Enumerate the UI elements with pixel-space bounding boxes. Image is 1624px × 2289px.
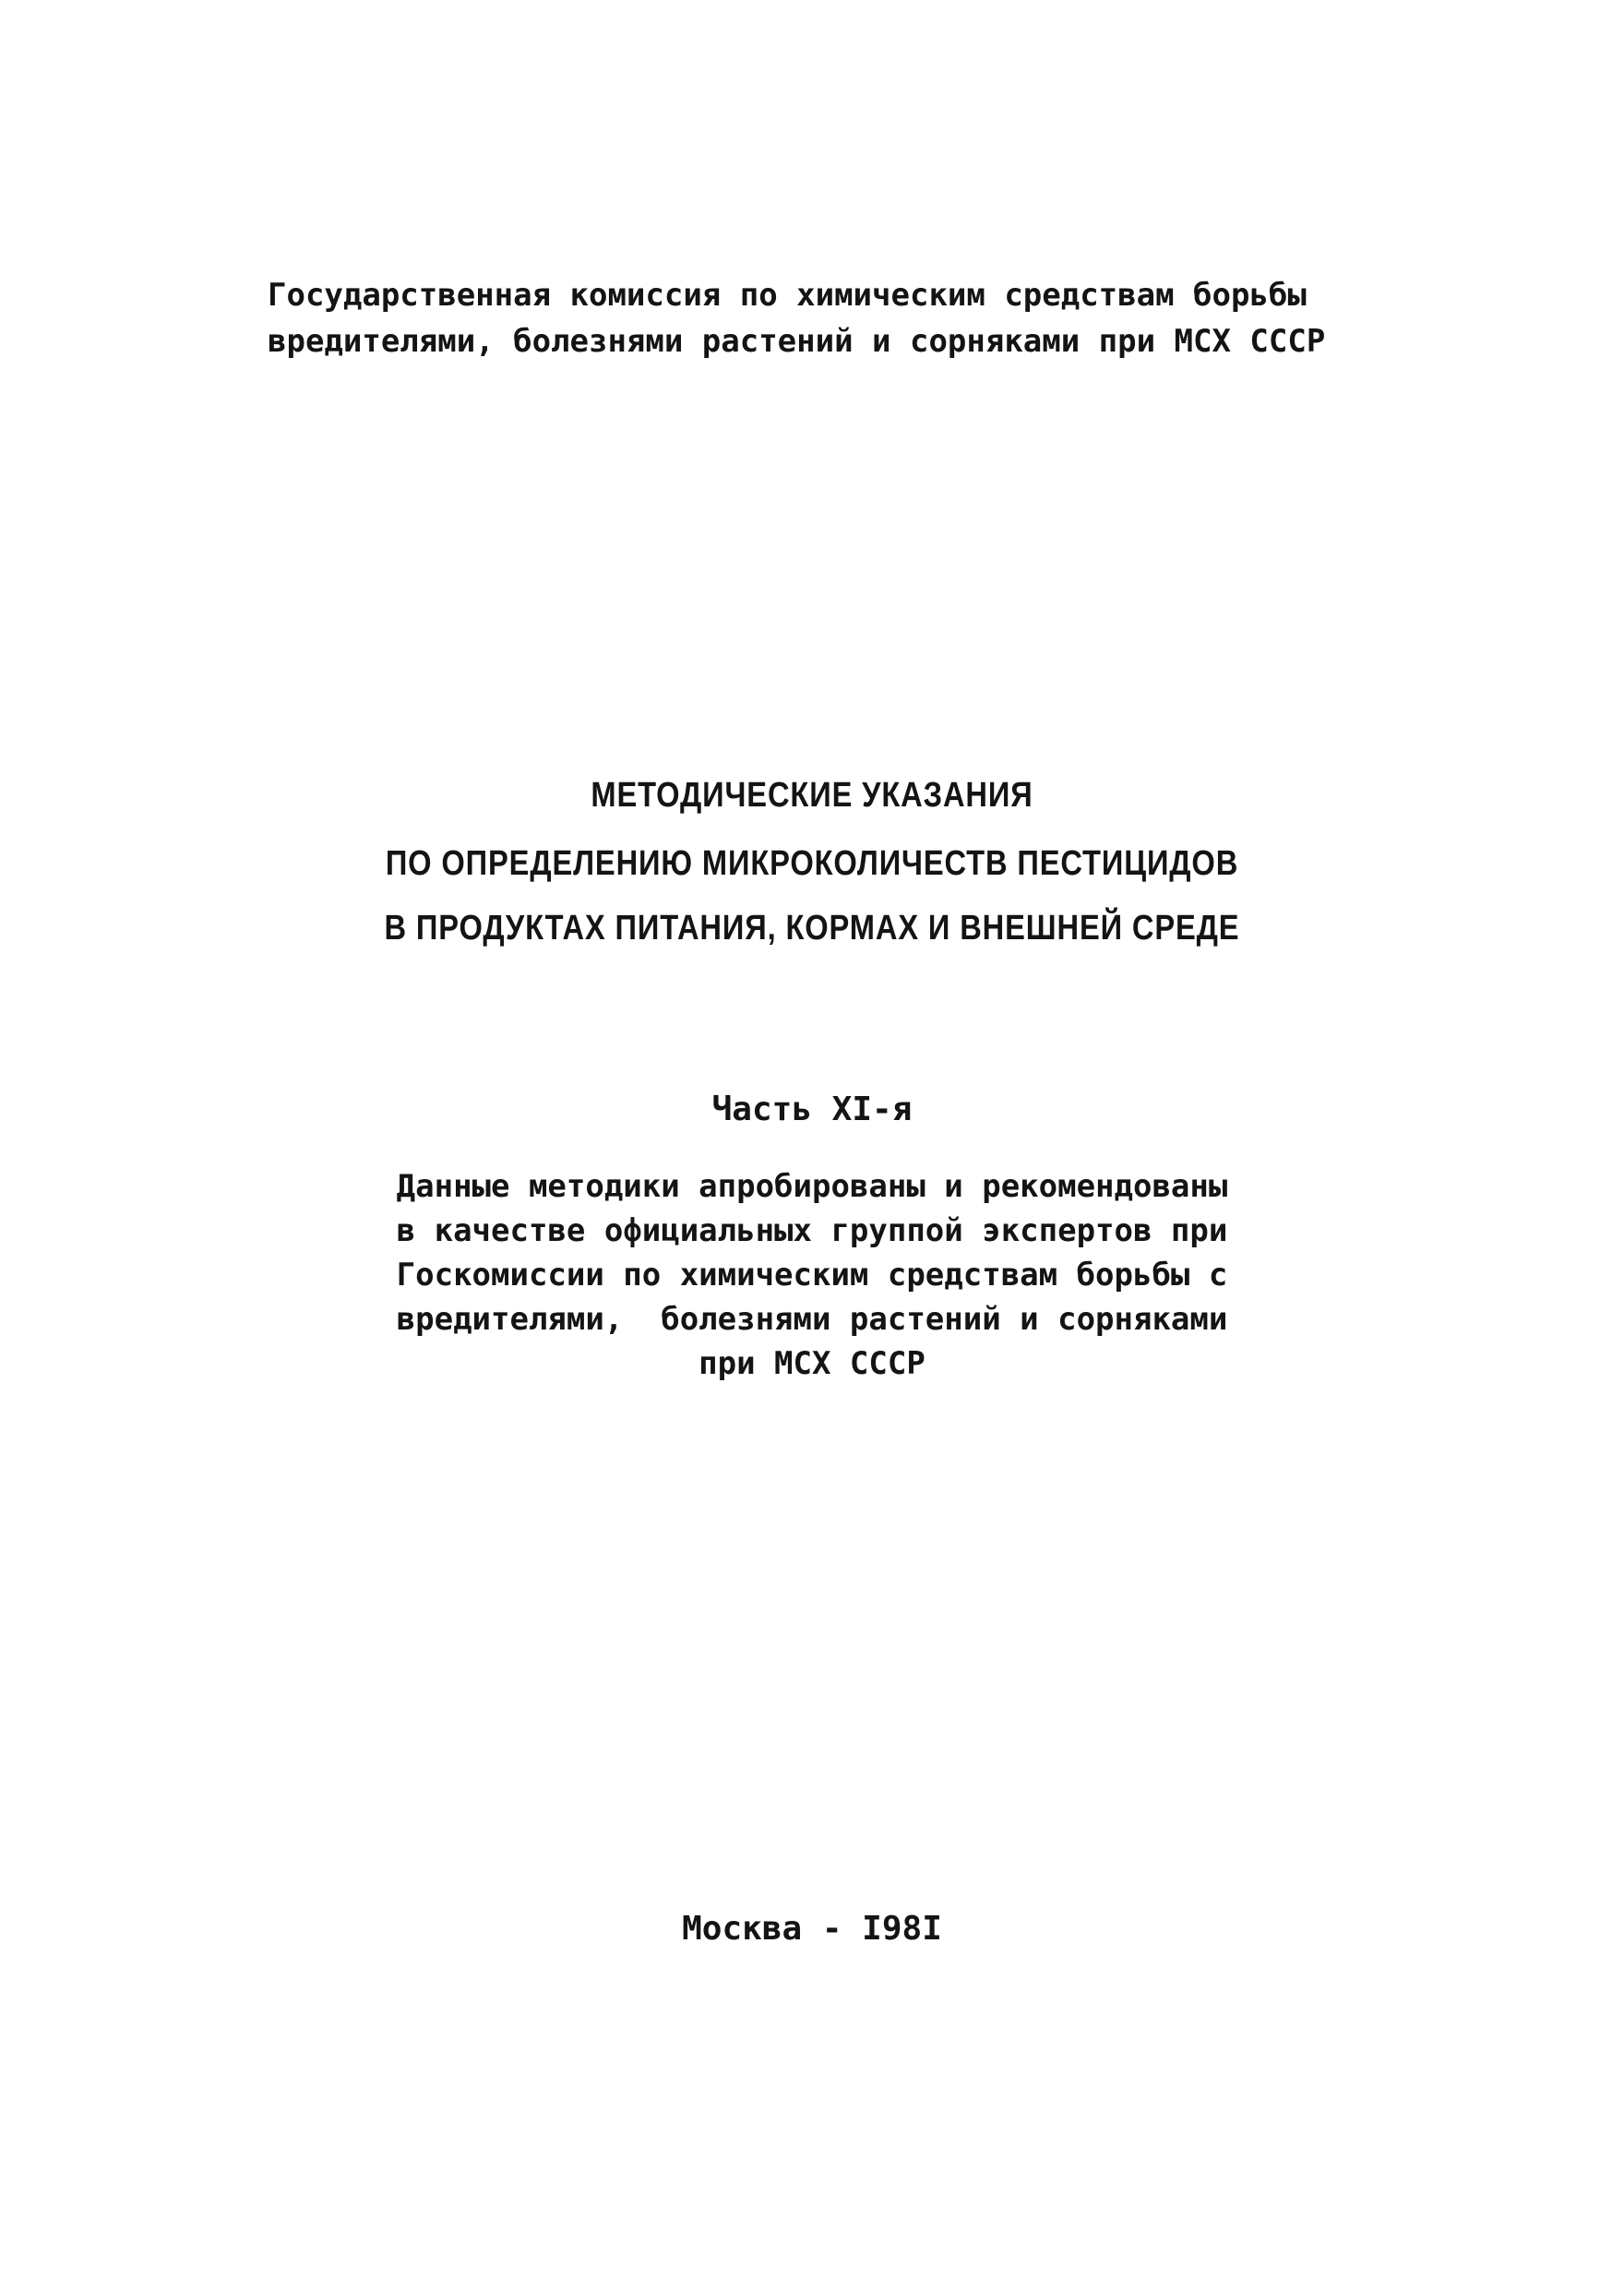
approval-note-line-3: Госкомиссии по химическим средствам борьбы с xyxy=(396,1257,1228,1294)
approval-note-line-5: при МСХ СССР xyxy=(699,1345,925,1382)
approval-note-line-2: в качестве официальных группой экспертов при xyxy=(396,1212,1228,1249)
approval-note-line-1: Данные методики апробированы и рекомендованы xyxy=(396,1168,1228,1205)
title-line-1: МЕТОДИЧЕСКИЕ УКАЗАНИЯ xyxy=(591,776,1033,815)
approval-note-line-4: вредителями, болезнями растений и сорняками xyxy=(396,1301,1228,1338)
title-line-2: ПО ОПРЕДЕЛЕНИЮ МИКРОКОЛИЧЕСТВ ПЕСТИЦИДОВ xyxy=(385,844,1239,883)
part-label: Часть XI-я xyxy=(711,1091,913,1128)
imprint-place-year: Москва - I98I xyxy=(682,1910,942,1948)
header-line-2: вредителями, болезнями растений и сорняками при МСХ СССР xyxy=(268,323,1326,360)
title-line-3: В ПРОДУКТАХ ПИТАНИЯ, КОРМАХ И ВНЕШНЕЙ СРЕДЕ xyxy=(384,909,1240,948)
header-line-1: Государственная комиссия по химическим средствам борьбы xyxy=(268,277,1307,314)
